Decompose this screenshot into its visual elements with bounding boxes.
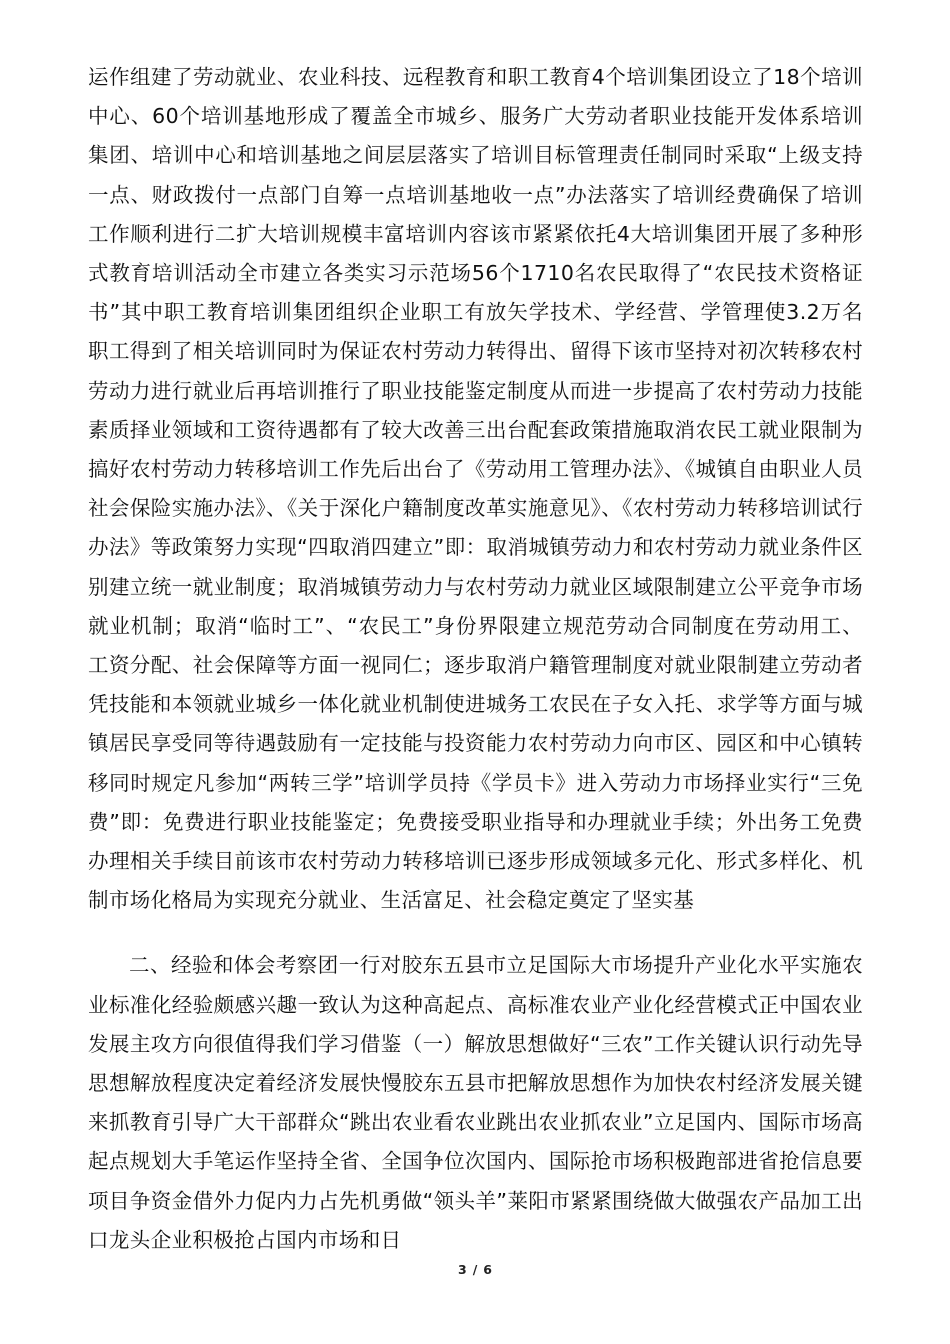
page-number (0, 1262, 950, 1277)
paragraph-spacer (88, 920, 863, 946)
page-number-separator: / (472, 1262, 478, 1277)
page-number-total: 6 (483, 1262, 492, 1277)
document-body (88, 58, 863, 1260)
page-number-current: 3 (458, 1262, 467, 1277)
paragraph-training-groups: 运作组建了劳动就业、农业科技、远程教育和职工教育4个培训集团设立了18个培训中心、60个培训基地形成了覆盖全市城乡、服务广大劳动者职业技能开发体系培训集团、培训中心和培训基地之间层层落实了培训目标管理责任制同时采取“上级支持一点、财政拨付一点部门自筹一点培训基地收一点”办法落实了培训经费确保了培训工作顺利进行二扩大培训规模丰富培训内容该市紧紧依托4大培训集团开展了多种形式教育培训活动全市建立各类实习示范场56个1710名农民取得了“农民技术资格证书”其中职工教育培训集团组织企业职工有放矢学技术、学经营、学管理使3.2万名职工得到了相关培训同时为保证农村劳动力转得出、留得下该市坚持对初次转移农村劳动力进行就业后再培训推行了职业技能鉴定制度从而进一步提高了农村劳动力技能素质择业领域和工资待遇都有了较大改善三出台配套政策措施取消农民工就业限制为搞好农村劳动力转移培训工作先后出台了《劳动用工管理办法》、《城镇自由职业人员社会保险实施办法》、《关于深化户籍制度改革实施意见》、《农村劳动力转移培训试行办法》等政策努力实现“四取消四建立”即：取消城镇劳动力和农村劳动力就业条件区别建立统一就业制度；取消城镇劳动力与农村劳动力就业区域限制建立公平竞争市场就业机制；取消“临时工”、“农民工”身份界限建立规范劳动合同制度在劳动用工、工资分配、社会保障等方面一视同仁；逐步取消户籍管理制度对就业限制建立劳动者凭技能和本领就业城乡一体化就业机制使进城务工农民在子女入托、求学等方面与城镇居民享受同等待遇鼓励有一定技能与投资能力农村劳动力向市区、园区和中心镇转移同时规定凡参加“两转三学”培训学员持《学员卡》进入劳动力市场择业实行“三免费”即：免费进行职业技能鉴定；免费接受职业指导和办理就业手续；外出务工免费办理相关手续目前该市农村劳动力转移培训已逐步形成领域多元化、形式多样化、机制市场化格局为实现充分就业、生活富足、社会稳定奠定了坚实基 (88, 65, 863, 913)
paragraph-experience: 二、经验和体会考察团一行对胶东五县市立足国际大市场提升产业化水平实施农业标准化经验颇感兴趣一致认为这种高起点、高标准农业产业化经营模式正中国农业发展主攻方向很值得我们学习借鉴（一）解放思想做好“三农”工作关键认识行动先导思想解放程度决定着经济发展快慢胶东五县市把解放思想作为加快农村经济发展关键来抓教育引导广大干部群众“跳出农业看农业跳出农业抓农业”立足国内、国际市场高起点规划大手笔运作坚持全省、全国争位次国内、国际抢市场积极跑部进省抢信息要项目争资金借外力促内力占先机勇做“领头羊”莱阳市紧紧围绕做大做强农产品加工出口龙头企业积极抢占国内市场和日 (88, 953, 863, 1252)
